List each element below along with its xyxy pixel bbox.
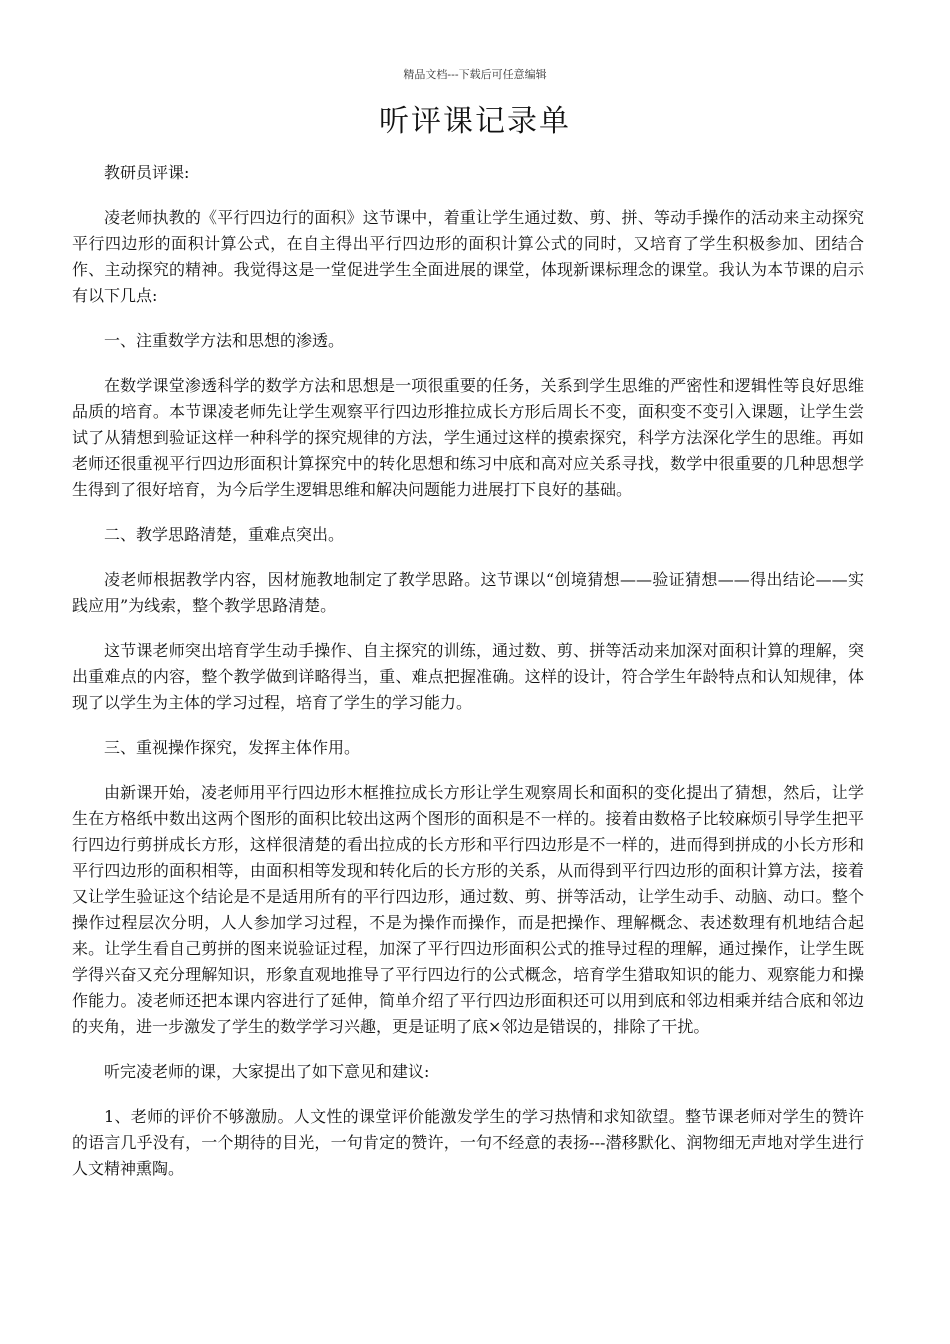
- paragraph-suggestion-one: 1、老师的评价不够激励。人文性的课堂评价能激发学生的学习热情和求知欲望。整节课老师对学生的赞许的语言几乎没有，一个期待的目光，一句肯定的赞许，一句不经意的表扬---潜移默化、润物细无声地对学生进行人文精神熏陶。: [72, 1107, 864, 1178]
- heading-point-three: 三、重视操作探究，发挥主体作用。: [104, 738, 361, 757]
- section-label-reviewer: 教研员评课:: [104, 163, 190, 182]
- heading-point-one: 一、注重数学方法和思想的渗透。: [104, 331, 345, 350]
- header-note: 精品文档---下载后可任意编辑: [403, 68, 547, 81]
- paragraph-suggestions-intro: 听完凌老师的课，大家提出了如下意见和建议:: [104, 1062, 430, 1081]
- paragraph-point-three: 由新课开始，凌老师用平行四边形木框推拉成长方形让学生观察周长和面积的变化提出了猜想，然后，让学生在方格纸中数出这两个图形的面积比较出这两个图形的面积是不一样的。接着由数格子比较麻烦引导学生把平行四边行剪拼成长方形，这样很清楚的看出拉成的长方形和平行四边形是不一样的，进而得到拼成的小长方形和平行四边形的面积相等，由面积相等发现和转化后的长方形的关系，从而得到平行四边形的面积计算方法，接着又让学生验证这个结论是不是适用所有的平行四边形，通过数、剪、拼等活动，让学生动手、动脑、动口。整个操作过程层次分明，人人参加学习过程，不是为操作而操作，而是把操作、理解概念、表述数理有机地结合起来。让学生看自己剪拼的图来说验证过程，加深了平行四边形面积公式的推导过程的理解，通过操作，让学生既学得兴奋又充分理解知识，形象直观地推导了平行四边行的公式概念，培育学生猎取知识的能力、观察能力和操作能力。凌老师还把本课内容进行了延伸，简单介绍了平行四边形面积还可以用到底和邻边相乘并结合底和邻边的夹角，进一步激发了学生的数学学习兴趣，更是证明了底×邻边是错误的，排除了干扰。: [72, 783, 864, 1036]
- document-title: 听评课记录单: [379, 104, 571, 139]
- document-body: [72, 160, 864, 1201]
- paragraph-intro: 凌老师执教的《平行四边行的面积》这节课中，着重让学生通过数、剪、拼、等动手操作的活动来主动探究平行四边形的面积计算公式，在自主得出平行四边形的面积计算公式的同时，又培育了学生积极参加、团结合作、主动探究的精神。我觉得这是一堂促进学生全面进展的课堂，体现新课标理念的课堂。我认为本节课的启示有以下几点:: [72, 208, 864, 305]
- paragraph-point-one: 在数学课堂渗透科学的数学方法和思想是一项很重要的任务，关系到学生思维的严密性和逻辑性等良好思维品质的培育。本节课凌老师先让学生观察平行四边形推拉成长方形后周长不变，面积变不变引入课题，让学生尝试了从猜想到验证这样一种科学的探究规律的方法，学生通过这样的摸索探究，科学方法深化学生的思维。再如老师还很重视平行四边形面积计算探究中的转化思想和练习中底和高对应关系寻找，数学中很重要的几种思想学生得到了很好培育，为今后学生逻辑思维和解决问题能力进展打下良好的基础。: [72, 376, 864, 499]
- paragraph-point-two-b: 这节课老师突出培育学生动手操作、自主探究的训练，通过数、剪、拼等活动来加深对面积计算的理解，突出重难点的内容，整个教学做到详略得当，重、难点把握准确。这样的设计，符合学生年龄特点和认知规律，体现了以学生为主体的学习过程，培育了学生的学习能力。: [72, 641, 864, 712]
- paragraph-point-two-a: 凌老师根据教学内容，因材施教地制定了教学思路。这节课以“创境猜想——验证猜想——得出结论——实践应用”为线索，整个教学思路清楚。: [72, 570, 864, 615]
- heading-point-two: 二、教学思路清楚，重难点突出。: [104, 525, 345, 544]
